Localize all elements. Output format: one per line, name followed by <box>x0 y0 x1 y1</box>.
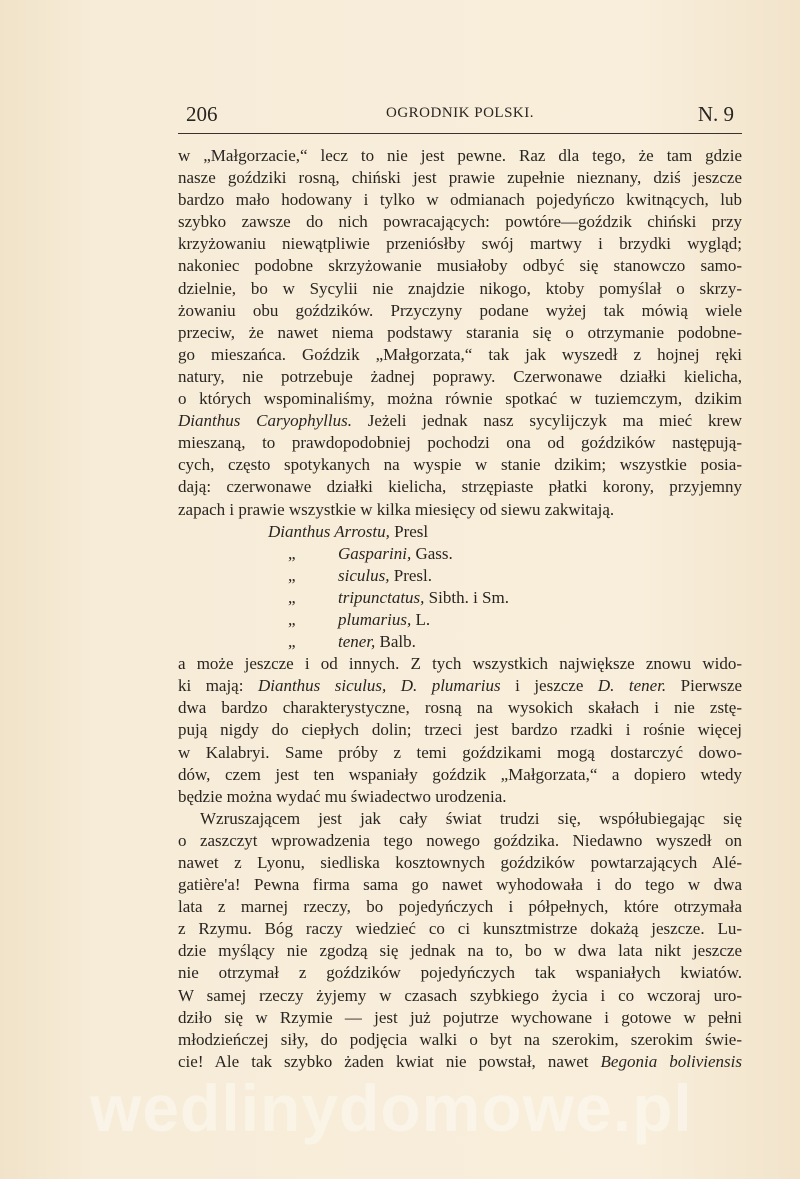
text-line: młodzieńczej siły, do podjęcia walki o byt na szerokim, szerokim świe- <box>178 1029 742 1049</box>
ditto-mark: „ <box>288 543 296 563</box>
text-line: dają: czerwonawe działki kielicha, strzępiaste płatki korony, przyjemny <box>178 477 742 497</box>
article-body <box>178 145 742 1073</box>
text-fragment: i jeszcze <box>500 676 598 696</box>
species-name: Dianthus siculus, D. plumarius <box>257 676 501 696</box>
text-line: w Kalabryi. Same próby z temi goździkami mogą dostarczyć dowo- <box>178 742 742 762</box>
text-line: nawet z Lyonu, siedliska kosztownych goździków powtarzających Alé- <box>178 853 742 872</box>
ditto-mark: „ <box>288 587 296 607</box>
species-list-item <box>178 631 742 653</box>
ditto-mark: „ <box>288 609 296 629</box>
species-author: Gass. <box>411 543 453 563</box>
species-list-item <box>178 543 742 565</box>
text-line: o zaszczyt wprowadzenia tego nowego goździka. Niedawno wyszedł on <box>178 830 742 850</box>
species-list-item <box>178 587 742 609</box>
species-author: Presl <box>389 521 429 541</box>
ditto-mark: „ <box>288 632 296 652</box>
site-watermark: wedlinydomowe.pl <box>90 1071 693 1145</box>
issue-number: N. 9 <box>697 102 734 126</box>
text-line: dzie myślący nie zgodzą się jednak na to, bo w dwa lata nikt jeszcze <box>178 941 742 961</box>
species-list-item <box>178 609 742 631</box>
text-line: cych, często spotykanych na wyspie w stanie dzikim; wszystkie posia- <box>178 455 742 475</box>
species-name: plumarius, <box>338 609 412 629</box>
journal-title: OGRODNIK POLSKI. <box>385 105 534 121</box>
text-line: mieszaną, to prawdopodobniej pochodzi ona od goździków następują- <box>178 433 742 453</box>
text-line: w „Małgorzacie,“ lecz to nie jest pewne. Raz dla tego, że tam gdzie <box>178 146 742 165</box>
text-line: o których wspominaliśmy, można równie spotkać w tuziemczym, dzikim <box>178 389 742 409</box>
text-line: dwa bardzo charakterystyczne, rosną na wysokich skałach i nie zstę- <box>178 698 742 718</box>
text-line: nakoniec podobne skrzyżowanie musiałoby odbyć się stanowczo samo- <box>178 256 742 276</box>
species-name: tener, <box>338 632 376 652</box>
species-name: siculus, <box>338 565 390 585</box>
text-fragment: Pierwsze <box>666 676 743 696</box>
text-line: dów, czem jest ten wspaniały goździk „Małgorzata,“ a dopiero wtedy <box>178 764 742 784</box>
page-number: 206 <box>186 102 218 126</box>
header-rule <box>178 133 742 134</box>
text-line: będzie można wydać mu świadectwo urodzenia. <box>178 786 507 806</box>
species-name: Gasparini, <box>338 543 412 563</box>
species-name: Dianthus Caryophyllus. <box>178 411 352 431</box>
text-fragment: cie! Ale tak szybko żaden kwiat nie powstał, nawet <box>178 1051 601 1071</box>
text-fragment: Jeżeli jednak nasz sycylijczyk ma mieć krew <box>352 411 742 431</box>
text-line: z Rzymu. Bóg raczy wiedzieć co ci kunsztmistrze dokażą jeszcze. Lu- <box>178 919 742 939</box>
text-line: przeciw, że nawet niema podstawy starania się o otrzymanie podobne- <box>178 322 742 342</box>
text-line: dziło się w Rzymie — jest już pojutrze wychowane i gotowe w pełni <box>178 1007 742 1027</box>
text-line: dzielnie, bo w Sycylii nie znajdzie nikogo, ktoby pomyślał o skrzy- <box>178 278 742 298</box>
text-line: Wzruszającem jest jak cały świat trudzi się, współubiegając się <box>200 808 742 828</box>
species-list <box>178 521 742 654</box>
text-line <box>178 675 742 697</box>
text-line: krzyżowaniu niewątpliwie przeniósłby swój martwy i brzydki wygląd; <box>178 234 742 254</box>
species-name: Dianthus Arrostu, <box>268 521 390 541</box>
text-line: szybko zawsze do nich powracających: powtóre—goździk chiński przy <box>178 212 742 232</box>
species-author: L. <box>411 609 431 629</box>
text-line: lata z marnej rzeczy, bo pojedyńczych i półpełnych, które otrzymała <box>178 897 742 917</box>
species-list-item <box>178 565 742 587</box>
text-line: natury, nie potrzebuje żadnej poprawy. Czerwonawe działki kielicha, <box>178 366 742 386</box>
text-line: nie otrzymał z goździków pojedyńczych tak wspaniałych kwiatów. <box>178 963 742 983</box>
running-header <box>178 100 742 130</box>
text-line: żowaniu obu goździków. Przyczyny podane wyżej tak mówią wiele <box>178 300 742 320</box>
text-line: gatière'a! Pewna firma sama go nawet wyhodowała i do tego w dwa <box>178 875 742 895</box>
species-name: tripunctatus, <box>338 587 425 607</box>
text-line: bardzo mało hodowany i tylko w odmianach pojedyńczo kwitnących, lub <box>178 190 742 210</box>
text-line: nasze goździki rosną, chiński jest prawie zupełnie nieznany, dziś jeszcze <box>178 168 742 188</box>
text-line: zapach i prawie wszystkie w kilka miesięcy od siewu zakwitają. <box>178 499 615 519</box>
text-line: go mieszańca. Goździk „Małgorzata,“ tak jak wyszedł z hojnej ręki <box>178 344 742 364</box>
species-list-item <box>178 521 742 543</box>
species-author: Balb. <box>375 632 416 652</box>
species-name: Begonia boliviensis <box>600 1051 742 1071</box>
text-fragment: ki mają: <box>178 676 258 696</box>
text-line <box>178 410 742 432</box>
text-line: W samej rzeczy żyjemy w czasach szybkiego życia i co wczoraj uro- <box>178 985 742 1005</box>
species-name: D. tener. <box>597 676 667 696</box>
ditto-mark: „ <box>288 565 296 585</box>
text-line: pują nigdy do ciepłych dolin; trzeci jest bardzo rzadki i rośnie więcej <box>178 720 742 740</box>
species-author: Sibth. i Sm. <box>424 587 509 607</box>
text-line: a może jeszcze i od innych. Z tych wszystkich największe znowu wido- <box>178 654 742 674</box>
species-author: Presl. <box>389 565 432 585</box>
